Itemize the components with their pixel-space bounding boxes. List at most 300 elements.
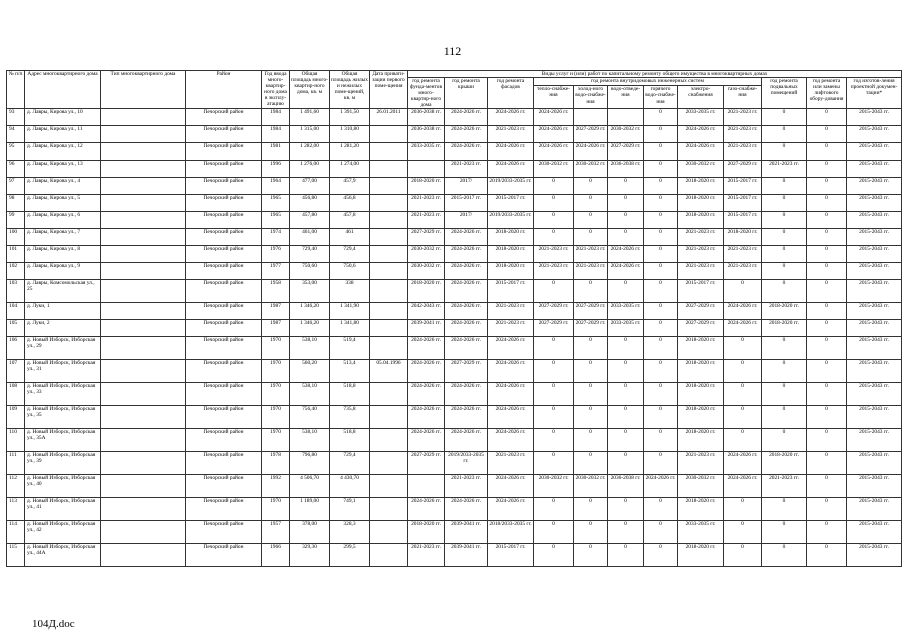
row-type	[101, 521, 186, 544]
row-facade: 2018-2020 гг.	[488, 246, 534, 263]
row-electric: 2021-2023 гг.	[678, 452, 724, 475]
row-district: Печорский район	[186, 160, 262, 177]
row-address: д. Лавры, Кирова ул., 11	[25, 126, 101, 143]
row-facade: 2024-2026 гг.	[488, 383, 534, 406]
row-electric: 2018-2020 гг.	[678, 211, 724, 228]
row-living-area: 457,9	[330, 177, 370, 194]
row-hot-water: 0	[644, 429, 678, 452]
row-sewer: 0	[608, 360, 644, 383]
row-gas: 0	[724, 280, 762, 303]
row-foundation: 2024-2026 гг.	[408, 337, 445, 360]
row-cold-water: 2021-2023 гг.	[574, 263, 608, 280]
row-type	[101, 126, 186, 143]
row-lift: 0	[807, 194, 847, 211]
row-total-area: 1 276,00	[290, 160, 330, 177]
row-sewer: 0	[608, 211, 644, 228]
table-row	[7, 160, 902, 177]
row-hot-water: 0	[644, 544, 678, 567]
row-district: Печорский район	[186, 126, 262, 143]
row-total-area: 1 346,20	[290, 320, 330, 337]
row-electric: 2033-2035 гг.	[678, 521, 724, 544]
row-address: д. Новый Изборск, Изборская ул., 44А	[25, 544, 101, 567]
row-sewer: 0	[608, 383, 644, 406]
table-row	[7, 521, 902, 544]
table-row	[7, 263, 902, 280]
row-number: 94	[7, 126, 25, 143]
row-address: д. Новый Изборск, Изборская ул., 31	[25, 360, 101, 383]
row-basement: 0	[762, 143, 807, 160]
row-electric: 2021-2023 гг.	[678, 246, 724, 263]
row-foundation: 2027-2029 гг.	[408, 228, 445, 245]
row-district: Печорский район	[186, 143, 262, 160]
row-gas: 2021-2023 гг.	[724, 246, 762, 263]
row-living-area: 328,3	[330, 521, 370, 544]
row-number: 103	[7, 280, 25, 303]
row-address: д. Новый Изборск, Изборская ул., 35А	[25, 429, 101, 452]
row-address: д. Новый Изборск, Изборская ул., 42	[25, 521, 101, 544]
row-electric: 2021-2023 гг.	[678, 228, 724, 245]
row-total-area: 456,80	[290, 194, 330, 211]
row-heat: 0	[534, 452, 574, 475]
header-district: Район	[186, 71, 262, 109]
row-lift: 0	[807, 475, 847, 498]
header-cold-water: холод-ного водо-снабже-ния	[574, 86, 608, 109]
row-privatization: 05.04.1996	[370, 360, 408, 383]
row-project: 2015-2043 гг.	[847, 320, 902, 337]
row-basement: 0	[762, 521, 807, 544]
row-cold-water: 2030-2032 гг.	[574, 475, 608, 498]
row-foundation: 2024-2026 гг.	[408, 429, 445, 452]
row-electric: 2030-2032 гг.	[678, 160, 724, 177]
row-roof: 2015-2017 гг.	[445, 194, 488, 211]
row-cold-water: 0	[574, 211, 608, 228]
row-basement: 0	[762, 383, 807, 406]
row-year: 1958	[262, 280, 290, 303]
row-type	[101, 337, 186, 360]
row-project: 2015-2043 гг.	[847, 194, 902, 211]
row-roof: 2039-2041 гг.	[445, 521, 488, 544]
row-project: 2015-2043 гг.	[847, 263, 902, 280]
row-type	[101, 109, 186, 126]
footer-filename: 104Д.doc	[32, 618, 75, 630]
row-roof: 2024-2026 гг.	[445, 320, 488, 337]
row-total-area: 796,80	[290, 452, 330, 475]
header-living-area: Общая площадь жилых и нежилых поме-щений, кв. м	[330, 71, 370, 109]
row-gas: 2024-2026 гг.	[724, 475, 762, 498]
row-sewer: 2036-2038 гг.	[608, 475, 644, 498]
row-sewer: 0	[608, 280, 644, 303]
row-project: 2015-2043 гг.	[847, 160, 902, 177]
row-year: 1981	[262, 143, 290, 160]
row-type	[101, 177, 186, 194]
table-row	[7, 406, 902, 429]
row-hot-water: 0	[644, 177, 678, 194]
row-basement: 0	[762, 429, 807, 452]
table-row	[7, 337, 902, 360]
table-row	[7, 303, 902, 320]
row-lift: 0	[807, 383, 847, 406]
row-total-area: 378,00	[290, 521, 330, 544]
row-lift: 0	[807, 263, 847, 280]
row-living-area: 1 341,90	[330, 303, 370, 320]
row-district: Печорский район	[186, 429, 262, 452]
row-living-area: 299,5	[330, 544, 370, 567]
table-row	[7, 498, 902, 521]
row-gas: 2021-2023 гг.	[724, 263, 762, 280]
row-privatization	[370, 126, 408, 143]
row-heat: 0	[534, 406, 574, 429]
row-gas: 0	[724, 383, 762, 406]
row-project: 2015-2043 гг.	[847, 452, 902, 475]
row-heat: 2021-2023 гг.	[534, 263, 574, 280]
row-project: 2015-2043 гг.	[847, 475, 902, 498]
row-lift: 0	[807, 498, 847, 521]
row-sewer: 0	[608, 452, 644, 475]
row-district: Печорский район	[186, 383, 262, 406]
row-heat: 0	[534, 228, 574, 245]
row-year: 1970	[262, 383, 290, 406]
row-foundation: 2018-2020 гг.	[408, 280, 445, 303]
row-cold-water: 0	[574, 228, 608, 245]
row-project: 2015-2043 гг.	[847, 177, 902, 194]
row-living-area: 338	[330, 280, 370, 303]
row-gas: 2015-2017 гг.	[724, 194, 762, 211]
table-row	[7, 246, 902, 263]
row-roof: 2039-2041 гг.	[445, 544, 488, 567]
row-district: Печорский район	[186, 498, 262, 521]
row-sewer: 0	[608, 544, 644, 567]
row-project: 2015-2043 гг.	[847, 143, 902, 160]
row-basement: 0	[762, 280, 807, 303]
header-hot-water: горячего водо-снабже-ния	[644, 86, 678, 109]
row-cold-water	[574, 109, 608, 126]
row-project: 2015-2043 гг.	[847, 280, 902, 303]
row-living-area: 729,4	[330, 246, 370, 263]
row-gas: 2027-2029 гг.	[724, 160, 762, 177]
row-project: 2015-2043 гг.	[847, 544, 902, 567]
row-cold-water: 0	[574, 360, 608, 383]
row-number: 97	[7, 177, 25, 194]
row-type	[101, 194, 186, 211]
row-sewer: 0	[608, 177, 644, 194]
row-gas: 2024-2026 гг.	[724, 452, 762, 475]
row-number: 105	[7, 320, 25, 337]
row-roof: 2024-2026 гг.	[445, 406, 488, 429]
row-district: Печорский район	[186, 246, 262, 263]
row-address: д. Лавры, Кирова ул., 12	[25, 143, 101, 160]
table-row	[7, 452, 902, 475]
row-facade: 2024-2026 гг.	[488, 337, 534, 360]
row-total-area: 461,00	[290, 228, 330, 245]
row-hot-water: 0	[644, 521, 678, 544]
row-electric: 2018-2020 гг.	[678, 337, 724, 360]
row-project: 2015-2043 гг.	[847, 383, 902, 406]
row-roof: 2024-2026 гг.	[445, 429, 488, 452]
row-type	[101, 246, 186, 263]
row-basement: 2021-2023 гг.	[762, 475, 807, 498]
row-heat: 2030-2032 гг.	[534, 475, 574, 498]
row-lift: 0	[807, 228, 847, 245]
row-type	[101, 160, 186, 177]
header-facade: год ремонта фасадов	[488, 78, 534, 109]
row-number: 112	[7, 475, 25, 498]
row-facade: 2024-2026 гг.	[488, 429, 534, 452]
row-sewer: 2033-2035 гг.	[608, 303, 644, 320]
row-privatization	[370, 303, 408, 320]
row-gas: 0	[724, 360, 762, 383]
row-district: Печорский район	[186, 303, 262, 320]
row-privatization	[370, 383, 408, 406]
row-project: 2015-2043 гг.	[847, 406, 902, 429]
row-facade: 2021-2023 гг.	[488, 126, 534, 143]
row-gas: 2021-2023 гг.	[724, 126, 762, 143]
row-living-area: 513,4	[330, 360, 370, 383]
row-hot-water: 0	[644, 498, 678, 521]
row-living-area: 1 391,50	[330, 109, 370, 126]
row-living-area: 457,8	[330, 211, 370, 228]
row-living-area: 1 281,20	[330, 143, 370, 160]
row-basement: 0	[762, 177, 807, 194]
row-gas: 2015-2017 гг.	[724, 211, 762, 228]
row-district: Печорский район	[186, 360, 262, 383]
row-basement: 0	[762, 246, 807, 263]
row-number: 109	[7, 406, 25, 429]
row-heat: 0	[534, 280, 574, 303]
row-address: д. Лавры, Кирова ул., 4	[25, 177, 101, 194]
page-number: 112	[443, 44, 462, 58]
row-type	[101, 143, 186, 160]
row-number: 93	[7, 109, 25, 126]
row-gas: 0	[724, 544, 762, 567]
row-total-area: 560,20	[290, 360, 330, 383]
row-privatization	[370, 452, 408, 475]
row-sewer: 0	[608, 429, 644, 452]
row-lift: 0	[807, 177, 847, 194]
row-total-area: 729,40	[290, 246, 330, 263]
row-lift: 0	[807, 320, 847, 337]
row-number: 113	[7, 498, 25, 521]
row-number: 110	[7, 429, 25, 452]
row-sewer: 2027-2029 гг.	[608, 143, 644, 160]
row-cold-water: 0	[574, 452, 608, 475]
row-hot-water: 0	[644, 337, 678, 360]
row-number: 115	[7, 544, 25, 567]
row-privatization	[370, 280, 408, 303]
row-facade: 2024-2026 гг.	[488, 109, 534, 126]
row-foundation: 2021-2023 гг.	[408, 211, 445, 228]
row-electric: 2027-2029 гг.	[678, 303, 724, 320]
row-address: д. Новый Изборск, Изборская ул., 33	[25, 383, 101, 406]
row-total-area: 477,00	[290, 177, 330, 194]
row-total-area: 1 189,00	[290, 498, 330, 521]
row-foundation: 2030-2032 гг.	[408, 263, 445, 280]
row-roof: 2024-2026 гг.	[445, 383, 488, 406]
row-year: 1992	[262, 475, 290, 498]
row-privatization	[370, 429, 408, 452]
row-facade: 2021-2023 гг.	[488, 303, 534, 320]
row-privatization	[370, 143, 408, 160]
row-living-area: 518,8	[330, 383, 370, 406]
row-privatization	[370, 246, 408, 263]
row-sewer: 2024-2026 гг.	[608, 263, 644, 280]
header-foundation: год ремонта фунда-ментов много-квартир-ного дома	[408, 78, 445, 109]
row-basement: 2018-2020 гг.	[762, 320, 807, 337]
row-facade: 2018-2020 гг.	[488, 263, 534, 280]
row-privatization	[370, 160, 408, 177]
row-privatization	[370, 337, 408, 360]
row-electric: 2033-2035 гг.	[678, 109, 724, 126]
row-year: 1984	[262, 109, 290, 126]
row-gas: 2018-2020 гг.	[724, 228, 762, 245]
row-address: д. Новый Изборск, Изборская ул., 35	[25, 406, 101, 429]
header-heat: тепло-снабже-ния	[534, 86, 574, 109]
row-heat: 0	[534, 177, 574, 194]
row-type	[101, 452, 186, 475]
row-year: 1977	[262, 263, 290, 280]
row-district: Печорский район	[186, 320, 262, 337]
row-district: Печорский район	[186, 228, 262, 245]
table-row	[7, 429, 902, 452]
row-gas: 2024-2026 гг.	[724, 303, 762, 320]
row-cold-water: 0	[574, 194, 608, 211]
row-roof: 2024-2026 гг.	[445, 263, 488, 280]
row-heat: 2024-2026 гг.	[534, 109, 574, 126]
table-body	[7, 109, 902, 567]
row-privatization	[370, 475, 408, 498]
row-sewer: 0	[608, 521, 644, 544]
table-row	[7, 143, 902, 160]
row-heat: 2030-2032 гг.	[534, 160, 574, 177]
row-facade: 2015-2017 гг.	[488, 544, 534, 567]
row-electric: 2015-2017 гг.	[678, 280, 724, 303]
row-living-area: 518,8	[330, 429, 370, 452]
row-lift: 0	[807, 303, 847, 320]
row-cold-water: 2030-2032 гг.	[574, 160, 608, 177]
table-row	[7, 320, 902, 337]
row-type	[101, 360, 186, 383]
row-foundation	[408, 160, 445, 177]
table-row	[7, 211, 902, 228]
table-row	[7, 228, 902, 245]
row-project: 2015-2043 гг.	[847, 337, 902, 360]
row-roof: 2024-2026 гг.	[445, 109, 488, 126]
row-year: 1970	[262, 360, 290, 383]
row-heat: 0	[534, 337, 574, 360]
row-roof: 2024-2026 гг.	[445, 246, 488, 263]
row-roof: 2024-2026 гг.	[445, 303, 488, 320]
row-living-area: 1 274,00	[330, 160, 370, 177]
row-year: 1970	[262, 337, 290, 360]
row-total-area: 1 346,20	[290, 303, 330, 320]
row-heat: 0	[534, 429, 574, 452]
row-type	[101, 228, 186, 245]
header-systems-group: год ремонта внутридомовых инженерных систем	[534, 78, 762, 86]
row-basement: 2021-2023 гг.	[762, 160, 807, 177]
row-facade: 2024-2026 гг.	[488, 143, 534, 160]
header-electric: электро-снабжения	[678, 86, 724, 109]
row-gas: 0	[724, 429, 762, 452]
table-row	[7, 360, 902, 383]
row-heat: 2027-2029 гг.	[534, 303, 574, 320]
row-district: Печорский район	[186, 337, 262, 360]
table-row	[7, 383, 902, 406]
row-electric: 2018-2020 гг.	[678, 360, 724, 383]
row-address: д. Новый Изборск, Изборская ул., 41	[25, 498, 101, 521]
row-number: 107	[7, 360, 25, 383]
row-number: 95	[7, 143, 25, 160]
row-basement: 0	[762, 263, 807, 280]
row-district: Печорский район	[186, 406, 262, 429]
row-type	[101, 280, 186, 303]
row-year: 1970	[262, 406, 290, 429]
row-living-area: 456,8	[330, 194, 370, 211]
row-electric: 2018-2020 гг.	[678, 544, 724, 567]
row-district: Печорский район	[186, 280, 262, 303]
row-basement: 0	[762, 211, 807, 228]
row-project: 2015-2043 гг.	[847, 246, 902, 263]
row-living-area: 4 430,70	[330, 475, 370, 498]
header-privatization: Дата привати-зации первого поме-щения	[370, 71, 408, 109]
row-project: 2015-2043 гг.	[847, 126, 902, 143]
row-facade: 2024-2026 гг.	[488, 160, 534, 177]
row-lift: 0	[807, 246, 847, 263]
row-cold-water: 0	[574, 429, 608, 452]
row-type	[101, 429, 186, 452]
row-heat: 0	[534, 383, 574, 406]
row-foundation: 2027-2029 гг.	[408, 452, 445, 475]
row-type	[101, 303, 186, 320]
row-number: 114	[7, 521, 25, 544]
row-gas: 2021-2023 гг.	[724, 143, 762, 160]
row-sewer: 2036-2038 гг.	[608, 160, 644, 177]
row-hot-water: 0	[644, 211, 678, 228]
row-facade: 2019/2033-2035 гг.	[488, 177, 534, 194]
row-year: 1957	[262, 521, 290, 544]
row-total-area: 353,00	[290, 280, 330, 303]
row-type	[101, 263, 186, 280]
row-electric: 2018-2020 гг.	[678, 406, 724, 429]
row-privatization	[370, 521, 408, 544]
row-hot-water: 0	[644, 228, 678, 245]
row-living-area: 519,4	[330, 337, 370, 360]
row-cold-water: 2027-2029 гг.	[574, 126, 608, 143]
row-foundation: 2036-2038 гг.	[408, 109, 445, 126]
row-roof: 2017/	[445, 211, 488, 228]
row-hot-water: 0	[644, 160, 678, 177]
row-hot-water: 2024-2026 гг.	[644, 475, 678, 498]
row-electric: 2024-2026 гг.	[678, 126, 724, 143]
row-foundation: 2039-2041 гг.	[408, 320, 445, 337]
row-type	[101, 544, 186, 567]
row-facade: 2015-2017 гг.	[488, 194, 534, 211]
row-foundation: 2042-2043 гг.	[408, 303, 445, 320]
row-total-area: 538,10	[290, 429, 330, 452]
row-roof: 2021-2023 гг.	[445, 160, 488, 177]
row-privatization: 26.01.2011	[370, 109, 408, 126]
row-project: 2015-2043 гг.	[847, 211, 902, 228]
row-cold-water: 0	[574, 544, 608, 567]
row-district: Печорский район	[186, 194, 262, 211]
row-living-area: 1 341,80	[330, 320, 370, 337]
row-district: Печорский район	[186, 544, 262, 567]
row-foundation: 2036-2038 гг.	[408, 126, 445, 143]
row-year: 1996	[262, 160, 290, 177]
row-sewer: 0	[608, 337, 644, 360]
row-address: д. Лавры, Кирова ул., 8	[25, 246, 101, 263]
row-year: 1987	[262, 320, 290, 337]
row-hot-water: 0	[644, 246, 678, 263]
row-electric: 2021-2023 гг.	[678, 263, 724, 280]
